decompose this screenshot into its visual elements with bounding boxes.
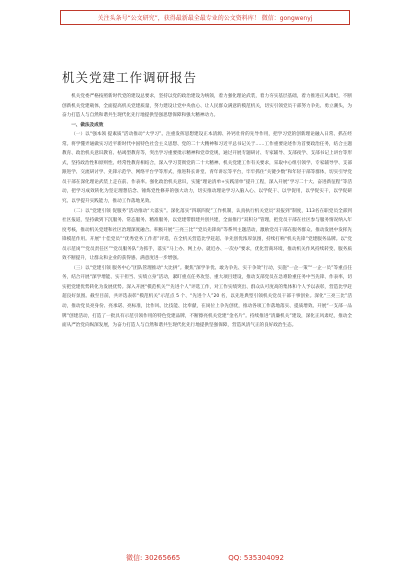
banner-text: 关注头条号“公文研究”，获得最新最全最专业的公文资料库！ 微信：gongwenyj xyxy=(97,15,313,22)
footer-qq: QQ: 535304092 xyxy=(228,554,284,562)
document-body xyxy=(62,92,352,331)
contact-footer xyxy=(60,551,350,565)
footer-wechat: 微信: 30265665 xyxy=(126,554,181,562)
wechat-promo-banner xyxy=(60,10,350,25)
paragraph-competition: （三）以“党建引领 服务中心”团队管理推动“大比拼”。聚焦“深学争优、敢为争先、实干争效”行动，实施“一企一策”“一企一员”等重点任务，结合开展“深学增能、实干担当、实绩立身”活动，紧盯重点任务攻坚、重大项目建设，推动支部党员在急难险重任务中当先锋、作表率，切实把党建优势转化为发展优势。深入开展“模范机关”“先进个人”评选工作，对工作实绩突出、群众认可度高的集体和个人予以表彰，营造比学赶超良好氛围。截至目前，共评选表彰“模范机关”示范点 5 个、“先进个人”20 名，以先进典型引领机关党员干部干事创业。深化“三亮三比”活动，推动党员亮身份、亮承诺、亮标准，比作风、比技能、比奉献，在岗位上争先创优，推动各项工作落地落实、提质增效。开展“一支部一品牌”创建活动，打造了一批具有示范引领作用的特色党建品牌，不断擦亮机关党建“金名片”。持续推进“清廉机关”建设，深化正风肃纪，推动全面从严治党向纵深发展，为奋力打造人与自然和谐共生现代化先行地提供坚强保障，营造风清气正的良好政治生态。 xyxy=(62,265,352,329)
page-title: 机关党建工作调研报告 xyxy=(62,70,198,85)
section-heading-practices: 一、做法及成效 xyxy=(71,122,104,128)
paragraph-service: （二）以“党建引领 促服务”活动推动“大落实”。深化落实“四联四促”工作机制，认真执行机关党员“双报到”制度，113名在职党员全部到社区报道，坚持做到下沉服务、常态服务、精准服务，以党建带群建共创共建，全面推行“双积分”管理，把党员干部在社区参与服务情况纳入年度考核，推动机关党建和社区治理深度融合。积极开展“三亮三比”“党员先锋岗”等系列主题活动，激励党员干部在服务群众、推动发展中发挥先锋模范作用。开展“十佳党员”“优秀党务工作者”评选，在全机关营造比学赶超、争先创优浓厚氛围，持续打响“机关先锋”党建服务品牌。以“党员示范岗”“党员责任区”“党员服务队”为抓手，落实“马上办、网上办、就近办、一次办”要求，优化营商环境，推动机关作风持续转变、服务质效不断提升，让群众和企业的获得感、满意度进一步增强。 xyxy=(62,208,352,262)
intro-paragraph: 机关党委严格按照新时代党的建设总要求，坚持以党的政治建设为统领，着力强化理论武装，着力夯实基层基础，着力推进正风肃纪，不断创新机关党建载体，全面提高机关党建质量，努力建设让党中央放心、让人民群众满意的模范机关，切实引领党员干部努力争先、勇立潮头，为奋力打造人与自然和谐共生现代化先行地提供坚强思想保障和强大精神动力。 xyxy=(62,94,352,119)
paragraph-study: （一）以“强本领 提素质”活动推动“大学习”。注重发挥思想建设正本清源、补钙壮骨的先导作用，把学习党的创新理论融入日常、抓在经常。将学懂弄通做实习近平新时代中国特色社会主义思想、党的二十大精神和习近平总书记关于……工作重要论述作为首要政治任务，结合主题教育、政治机关意识教育、枯竭型教育等，突出学习重要批示精神和党章党规，通过开展专题研讨、专家辅导、支部夜学、支部书记上讲台等形式，坚持政治性和原则性、经常性教育相结合，深入学习贯彻党的二十大精神、机关党建工作有关要求，采取中心组引领学、专家辅导学、支部跟进学、交流研讨学、先锋示范学、网络平台学等形式，推进科长讲堂、青年讲坛等平台，牢牢抓住“关键少数”和年轻干部等群体，切实引导党员干部在深化理论武装上走在前、作表率。强化政治机关意识，实施“理论清单+实践清单”提升工程，深入开展“学习二十大、奋进新征程”等活动，把学习成效转化为坚定理想信念、锤炼党性修养的强大动力，切实推动理论学习入脑入心、以学促干、以学促用，以学促实干，以学促研究、以学提升实践能力，推动工作落地见效。 xyxy=(62,132,352,205)
